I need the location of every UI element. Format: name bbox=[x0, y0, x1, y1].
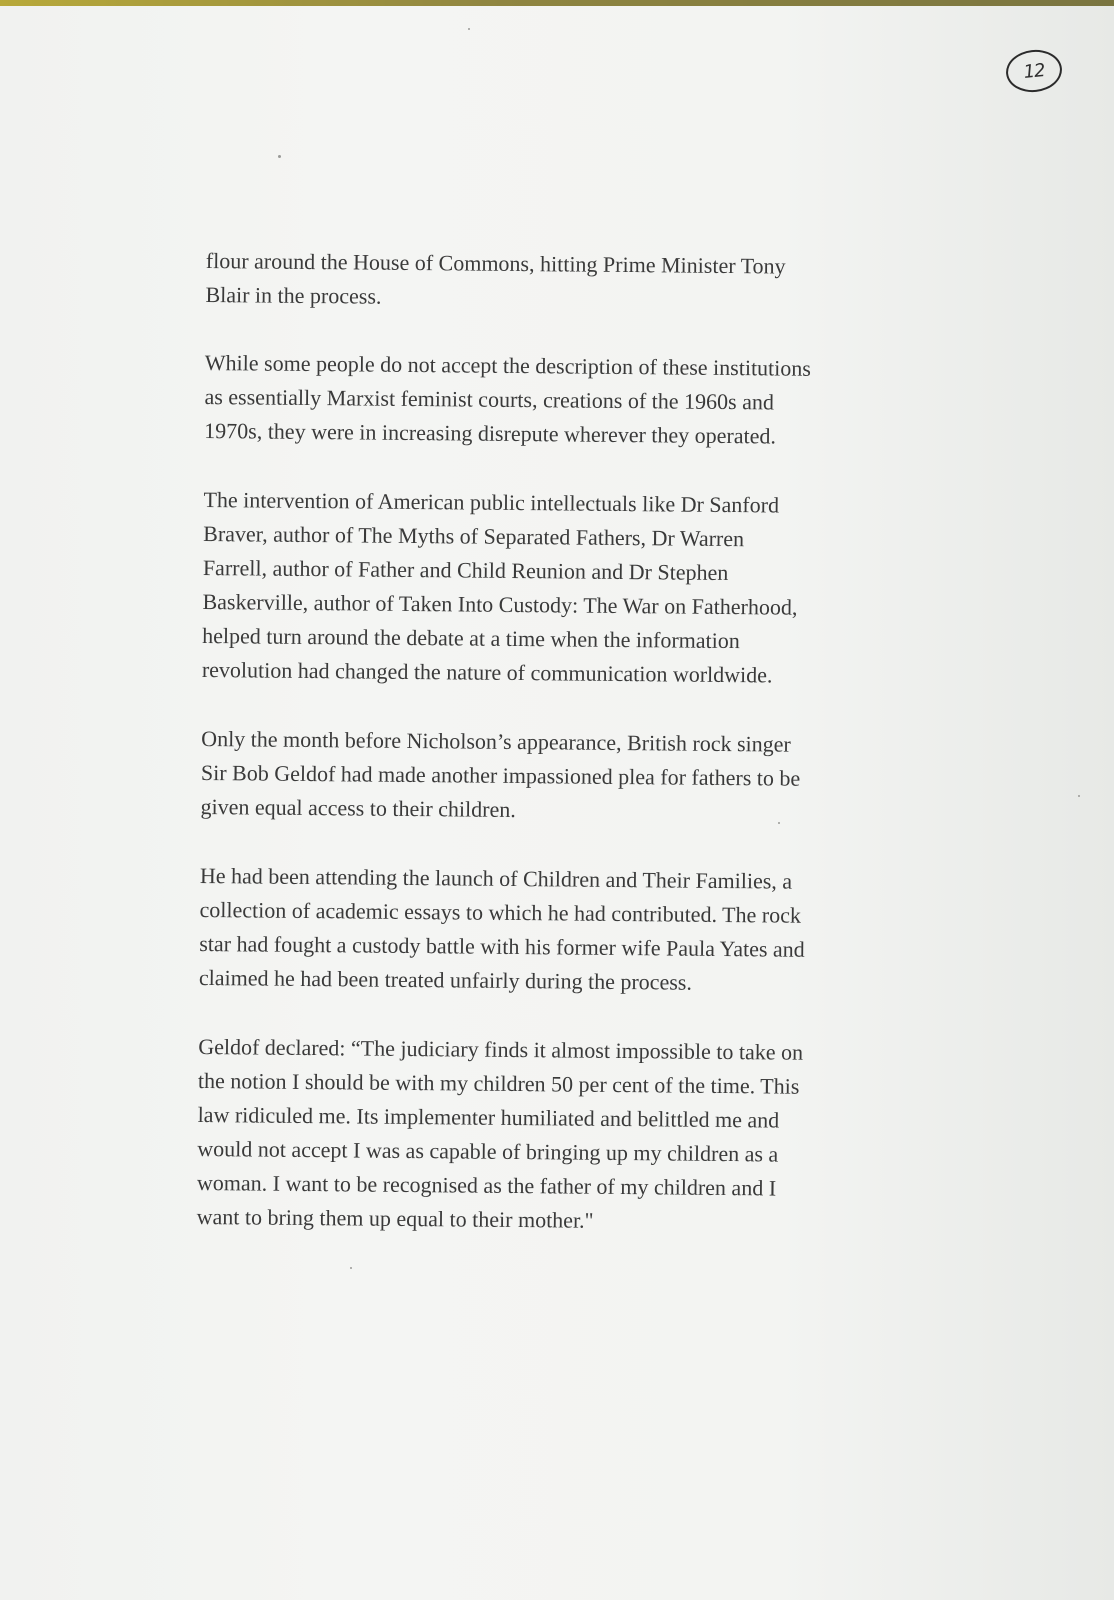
text-line: want to bring them up equal to their mother." bbox=[196, 1203, 594, 1233]
text-line: 1970s, they were in increasing disrepute wherever they operated. bbox=[204, 417, 777, 449]
text-line: Farrell, author of Father and Child Reunion and Dr Stephen bbox=[202, 554, 729, 586]
text-line: helped turn around the debate at a time when the information bbox=[202, 622, 740, 654]
text-line: law ridiculed me. Its implementer humiliated and belittled me and bbox=[197, 1101, 780, 1133]
text-line: Baskerville, author of Taken Into Custody: The War on Fatherhood, bbox=[202, 588, 798, 620]
text-line: woman. I want to be recognised as the father of my children and I bbox=[196, 1169, 777, 1201]
text-line: as essentially Marxist feminist courts, creations of the 1960s and bbox=[204, 383, 775, 415]
text-line: The intervention of American public intellectuals like Dr Sanford bbox=[203, 486, 780, 518]
scan-speck bbox=[278, 155, 281, 158]
text-line: Only the month before Nicholson’s appearance, British rock singer bbox=[201, 725, 791, 757]
scan-top-edge bbox=[0, 0, 1114, 6]
paragraph bbox=[204, 346, 895, 455]
body-text bbox=[196, 244, 896, 1276]
paragraph bbox=[202, 483, 894, 694]
text-line: would not accept I was as capable of bringing up my children as a bbox=[197, 1135, 779, 1167]
scan-speck bbox=[468, 28, 470, 30]
page-number: 12 bbox=[1022, 59, 1046, 83]
text-line: given equal access to their children. bbox=[200, 793, 516, 822]
text-line: flour around the House of Commons, hitting Prime Minister Tony bbox=[205, 247, 786, 279]
text-line: the notion I should be with my children 50 per cent of the time. This bbox=[197, 1067, 800, 1099]
text-line: Sir Bob Geldof had made another impassioned plea for fathers to be bbox=[200, 759, 801, 791]
text-line: While some people do not accept the description of these institutions bbox=[204, 349, 812, 381]
page-number-circle bbox=[1004, 47, 1064, 95]
text-line: revolution had changed the nature of communication worldwide. bbox=[201, 656, 773, 688]
paragraph bbox=[199, 859, 890, 1002]
paragraph bbox=[205, 244, 896, 319]
text-line: star had fought a custody battle with his former wife Paula Yates and bbox=[199, 930, 805, 962]
scan-speck bbox=[1078, 795, 1080, 797]
text-line: Geldof declared: “The judiciary finds it almost impossible to take on bbox=[198, 1033, 804, 1065]
paragraph bbox=[196, 1030, 888, 1241]
text-line: He had been attending the launch of Children and Their Families, a bbox=[199, 862, 793, 894]
text-line: claimed he had been treated unfairly during the process. bbox=[198, 964, 693, 995]
text-line: Blair in the process. bbox=[205, 281, 382, 309]
text-line: Braver, author of The Myths of Separated Fathers, Dr Warren bbox=[203, 520, 745, 552]
paragraph bbox=[200, 722, 891, 831]
text-line: collection of academic essays to which he had contributed. The rock bbox=[199, 896, 802, 928]
